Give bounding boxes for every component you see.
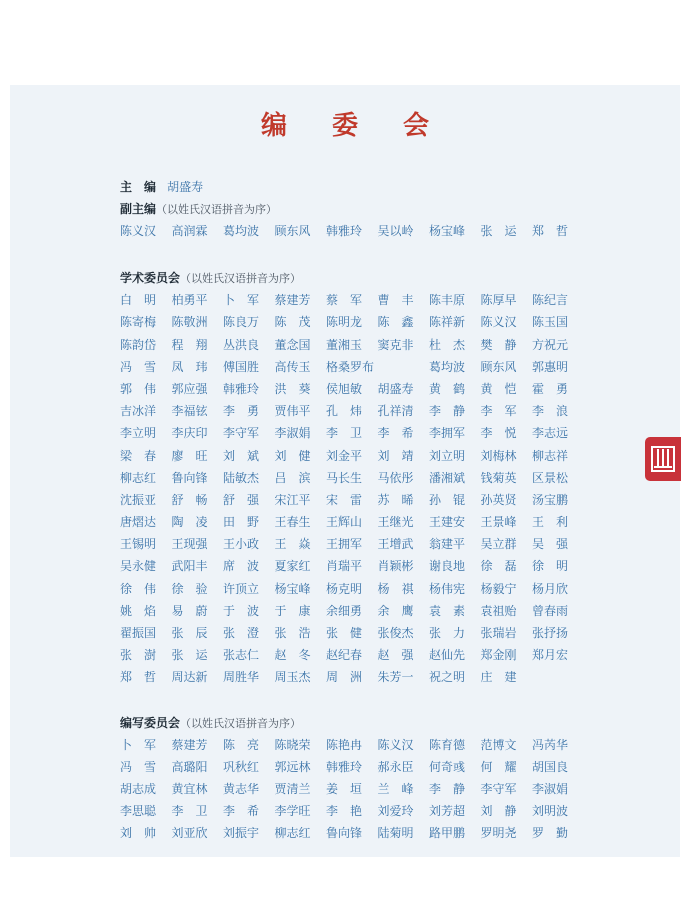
academic-name: 王现强 [171, 537, 208, 552]
academic-name: 王建安 [429, 515, 466, 530]
academic-name: 余 鹰 [377, 603, 414, 618]
academic-name: 姚 焰 [120, 603, 157, 618]
academic-name: 陈厚早 [480, 293, 517, 308]
academic-name: 赵 强 [377, 648, 414, 663]
writing-name: 贾清兰 [274, 781, 311, 796]
deputy-name: 陈义汉 [120, 224, 157, 238]
academic-names [120, 289, 600, 688]
academic-name: 李志远 [532, 426, 569, 441]
writing-name: 李 希 [223, 804, 260, 819]
academic-name: 张抒扬 [532, 626, 569, 640]
academic-name: 王辉山 [326, 515, 363, 530]
academic-name: 沈振亚 [120, 492, 157, 507]
academic-name: 于 康 [274, 603, 311, 618]
academic-name: 王春生 [274, 515, 311, 530]
academic-name: 刘立明 [429, 448, 466, 463]
academic-name: 曾春雨 [532, 603, 569, 618]
writing-name: 刘明波 [532, 804, 569, 819]
book-emblem-icon [651, 445, 675, 473]
academic-name: 霍 勇 [532, 381, 569, 396]
academic-name: 董湘玉 [326, 337, 363, 352]
writing-name: 刘 静 [480, 804, 517, 819]
academic-name: 祝之明 [429, 670, 466, 685]
academic-name: 朱芳一 [377, 670, 414, 685]
writing-name: 卜 军 [120, 737, 157, 752]
deputy-name: 杨宝峰 [429, 224, 466, 238]
deputy-name: 高润霖 [171, 224, 208, 238]
deputy-name: 韩雅玲 [326, 224, 363, 238]
academic-name: 凤 玮 [171, 359, 208, 374]
academic-name: 赵 冬 [274, 648, 311, 663]
academic-name: 窦克非 [377, 337, 414, 352]
academic-name: 王 焱 [274, 537, 311, 552]
academic-name: 李拥军 [429, 426, 466, 441]
academic-name: 舒 畅 [171, 492, 208, 507]
academic-name: 李庆印 [171, 426, 208, 441]
academic-name: 徐 明 [532, 559, 569, 574]
academic-name: 赵纪春 [326, 648, 363, 663]
academic-name: 陈寄梅 [120, 315, 157, 330]
academic-name: 潘湘斌 [429, 470, 466, 485]
writing-name: 刘芳超 [429, 804, 466, 819]
academic-name: 王小政 [223, 537, 260, 552]
academic-name: 周玉杰 [274, 670, 311, 685]
writing-name: 李守军 [480, 781, 517, 796]
academic-name [378, 356, 430, 378]
writing-name: 姜 垣 [326, 781, 363, 796]
writing-name: 李 艳 [326, 804, 363, 819]
academic-name: 张 力 [429, 626, 466, 640]
academic-name: 唐熠达 [120, 515, 157, 530]
academic-name: 舒 强 [223, 492, 260, 507]
academic-name: 袁祖贻 [480, 603, 517, 618]
writing-name: 范博文 [480, 737, 517, 752]
writing-name: 罗明尧 [480, 826, 517, 841]
academic-name: 李 勇 [223, 404, 260, 419]
deputy-heading [120, 197, 600, 219]
academic-name: 贾伟平 [274, 404, 311, 419]
academic-name: 孔 炜 [326, 404, 363, 419]
academic-name: 郑月宏 [532, 648, 569, 663]
academic-name: 蔡 军 [326, 293, 363, 308]
editor-line [120, 175, 600, 197]
writing-name: 陈艳冉 [326, 737, 363, 752]
academic-name: 马依彤 [377, 470, 414, 485]
writing-name: 李 静 [429, 781, 466, 796]
academic-name: 吴 强 [532, 537, 569, 552]
academic-name: 陈明龙 [326, 315, 363, 330]
academic-name: 李 军 [480, 404, 517, 419]
committee-list [120, 175, 600, 845]
academic-name: 刘 靖 [377, 448, 414, 463]
academic-name: 夏家红 [274, 559, 311, 574]
academic-name: 吴立群 [480, 537, 517, 552]
deputy-name: 顾东风 [274, 224, 311, 238]
academic-label: 学术委员会 [120, 271, 181, 286]
academic-name: 刘 斌 [223, 448, 260, 463]
academic-name: 张 运 [171, 648, 208, 663]
writing-name: 蔡建芳 [171, 737, 208, 752]
writing-name: 何 耀 [480, 759, 517, 774]
academic-name: 宋江平 [274, 492, 311, 507]
writing-name: 刘 帅 [120, 826, 157, 841]
academic-name: 方祝元 [532, 337, 569, 352]
writing-name: 刘振宇 [223, 826, 260, 841]
side-tab[interactable] [645, 437, 681, 481]
academic-name: 王 利 [532, 515, 569, 530]
academic-name: 席 波 [223, 559, 260, 574]
academic-name: 杨克明 [326, 581, 363, 596]
academic-name: 张瑞岩 [480, 626, 517, 640]
academic-name: 谢良地 [429, 559, 466, 574]
academic-name: 李立明 [120, 426, 157, 441]
writing-name: 柳志红 [274, 826, 311, 841]
writing-name: 李 卫 [171, 804, 208, 819]
academic-name: 于 波 [223, 603, 260, 618]
academic-name: 廖 旺 [171, 448, 208, 463]
writing-name: 陈义汉 [377, 737, 414, 752]
academic-name: 韩雅玲 [223, 381, 260, 396]
deputy-name: 葛均波 [223, 224, 260, 238]
academic-name: 陆敏杰 [223, 470, 260, 485]
writing-name: 陈 亮 [223, 737, 260, 752]
academic-name: 肖颖彬 [377, 559, 414, 574]
academic-name: 郭应强 [171, 381, 208, 396]
academic-name: 程 翔 [171, 337, 208, 352]
academic-name: 吉冰洋 [120, 404, 157, 419]
academic-name: 肖瑞平 [326, 559, 363, 574]
writing-name: 李淑娟 [532, 781, 569, 796]
editor-name: 胡盛寿 [167, 180, 204, 194]
academic-name: 张 辰 [171, 626, 208, 640]
academic-name: 顾东风 [480, 359, 517, 374]
academic-name: 高传玉 [274, 359, 311, 374]
deputy-name: 郑 哲 [532, 224, 569, 238]
writing-name: 冯 雪 [120, 759, 157, 774]
writing-name: 刘亚欣 [171, 826, 208, 841]
writing-name: 鲁向锋 [326, 826, 363, 841]
academic-name: 田 野 [223, 515, 260, 530]
academic-name: 葛均波 [429, 359, 466, 374]
writing-name: 刘爱玲 [377, 804, 414, 819]
academic-name: 郭 伟 [120, 381, 157, 396]
writing-name: 胡志成 [120, 781, 157, 796]
academic-name: 陶 凌 [171, 515, 208, 530]
academic-name: 李 希 [377, 426, 414, 441]
academic-name: 王继光 [377, 515, 414, 530]
academic-name: 吴永健 [120, 559, 157, 574]
academic-name: 徐 磊 [480, 559, 517, 574]
academic-name: 徐 伟 [120, 581, 157, 596]
deputy-note: （以姓氏汉语拼音为序） [156, 203, 278, 216]
writing-name: 黄宜林 [171, 781, 208, 796]
academic-name: 卜 军 [223, 293, 260, 308]
academic-name: 赵仙先 [429, 648, 466, 663]
academic-name: 郑 哲 [120, 670, 157, 685]
academic-name: 陈纪言 [532, 293, 569, 308]
academic-name: 杨伟宪 [429, 581, 466, 596]
academic-name: 曹 丰 [377, 293, 414, 308]
writing-name: 李学旺 [274, 804, 311, 819]
academic-name: 李淑娟 [274, 426, 311, 441]
academic-name: 杨月欣 [532, 581, 569, 596]
writing-name: 兰 峰 [377, 781, 414, 796]
academic-name: 陈丰原 [429, 293, 466, 308]
academic-name: 丛洪良 [223, 337, 260, 352]
academic-name: 白 明 [120, 293, 157, 308]
academic-name: 李 卫 [326, 426, 363, 441]
academic-name: 杨 祺 [377, 581, 414, 596]
academic-name: 黄 鹤 [429, 381, 466, 396]
academic-name: 陈祥新 [429, 315, 466, 330]
academic-name: 黄 恺 [480, 381, 517, 396]
writing-name: 罗 勤 [532, 826, 569, 841]
writing-name: 李思聪 [120, 804, 157, 819]
academic-name: 陈义汉 [480, 315, 517, 330]
academic-name: 翁建平 [429, 537, 466, 552]
academic-name: 李 悦 [480, 426, 517, 441]
academic-name: 许顶立 [223, 581, 260, 596]
academic-name: 王增武 [377, 537, 414, 552]
academic-name: 孙 锟 [429, 492, 466, 507]
academic-name: 刘 健 [274, 448, 311, 463]
academic-name: 刘金平 [326, 448, 363, 463]
academic-name: 洪 葵 [274, 381, 311, 396]
academic-name: 武阳丰 [171, 559, 208, 574]
academic-name: 陈韵岱 [120, 337, 157, 352]
academic-name: 王景峰 [480, 515, 517, 530]
academic-name: 庄 建 [480, 670, 517, 685]
academic-name: 李 浪 [532, 404, 569, 419]
deputy-name: 张 运 [480, 224, 517, 238]
writing-name: 冯芮华 [532, 737, 569, 752]
academic-name: 柳志红 [120, 470, 157, 485]
academic-name: 汤宝鹏 [532, 492, 569, 507]
academic-name: 袁 素 [429, 603, 466, 618]
academic-name: 陈 茂 [274, 315, 311, 330]
academic-name: 周达新 [171, 670, 208, 685]
academic-name: 刘梅林 [480, 448, 517, 463]
academic-name: 吕 滨 [274, 470, 311, 485]
academic-name: 陈玉国 [532, 315, 569, 330]
deputy-names [120, 220, 600, 242]
academic-name: 易 蔚 [171, 603, 208, 618]
academic-name: 樊 静 [480, 337, 517, 352]
page-panel [10, 85, 680, 857]
academic-name: 蔡建芳 [274, 293, 311, 308]
academic-name: 周 洲 [326, 670, 363, 685]
deputy-label: 副主编 [120, 202, 157, 216]
academic-name: 格桑罗布 [326, 359, 375, 374]
academic-name: 区景松 [532, 470, 569, 485]
academic-name: 郭惠明 [532, 359, 569, 374]
writing-name: 郝永臣 [377, 759, 414, 774]
academic-name: 董念国 [274, 337, 311, 352]
writing-name: 胡国良 [532, 759, 569, 774]
deputy-name: 吴以岭 [377, 224, 414, 238]
academic-name: 柏勇平 [171, 293, 208, 308]
academic-name: 余细勇 [326, 603, 363, 618]
academic-name: 杜 杰 [429, 337, 466, 352]
page-title: 编 委 会 [260, 111, 448, 141]
academic-name: 王锡明 [120, 537, 157, 552]
academic-name: 马长生 [326, 470, 363, 485]
writing-names [120, 734, 600, 845]
writing-name: 巩秋红 [223, 759, 260, 774]
academic-name: 侯旭敏 [326, 381, 363, 396]
academic-name: 张志仁 [223, 648, 260, 663]
academic-name: 胡盛寿 [377, 381, 414, 396]
academic-name: 张 健 [326, 626, 363, 640]
editor-label: 主 编 [120, 180, 157, 194]
academic-name: 傅国胜 [223, 359, 260, 374]
academic-name: 陈 鑫 [377, 315, 414, 330]
academic-name: 冯 雪 [120, 359, 157, 374]
academic-name: 宋 雷 [326, 492, 363, 507]
academic-name: 孔祥清 [377, 404, 414, 419]
writing-name: 高璐阳 [171, 759, 208, 774]
academic-name: 杨宝峰 [274, 581, 311, 596]
writing-label: 编写委员会 [120, 715, 181, 730]
academic-name: 钱菊英 [480, 470, 517, 485]
writing-name: 韩雅玲 [326, 759, 363, 774]
academic-name: 徐 验 [171, 581, 208, 596]
academic-name: 孙英贤 [480, 492, 517, 507]
academic-note: （以姓氏汉语拼音为序） [180, 272, 302, 286]
writing-name: 郭远林 [274, 759, 311, 774]
academic-name: 翟振国 [120, 626, 157, 640]
writing-name: 陈晓荣 [274, 737, 311, 752]
writing-heading [120, 711, 600, 733]
writing-name: 黄志华 [223, 781, 260, 796]
academic-name: 陈良万 [223, 315, 260, 330]
academic-name: 张俊杰 [377, 626, 414, 640]
academic-name: 李守军 [223, 426, 260, 441]
academic-name: 李 静 [429, 404, 466, 419]
academic-name: 王拥军 [326, 537, 363, 552]
academic-name: 周胜华 [223, 670, 260, 685]
academic-name: 张 澄 [223, 626, 260, 640]
academic-name: 陈敬洲 [171, 315, 208, 330]
academic-name: 张 浩 [274, 626, 311, 640]
writing-note: （以姓氏汉语拼音为序） [180, 716, 302, 730]
academic-name: 张 澍 [120, 648, 157, 663]
writing-name: 陈育德 [429, 737, 466, 752]
academic-name: 柳志祥 [532, 448, 569, 463]
academic-heading [120, 266, 600, 288]
academic-name: 苏 晞 [377, 492, 414, 507]
academic-name: 郑金刚 [480, 648, 517, 663]
academic-name: 李福铉 [171, 404, 208, 419]
writing-name: 何奇彧 [429, 759, 466, 774]
writing-name: 陆菊明 [377, 826, 414, 841]
academic-name: 鲁向锋 [171, 470, 208, 485]
academic-name: 杨毅宁 [480, 581, 517, 596]
academic-name: 梁 春 [120, 448, 157, 463]
writing-name: 路甲鹏 [429, 826, 466, 841]
